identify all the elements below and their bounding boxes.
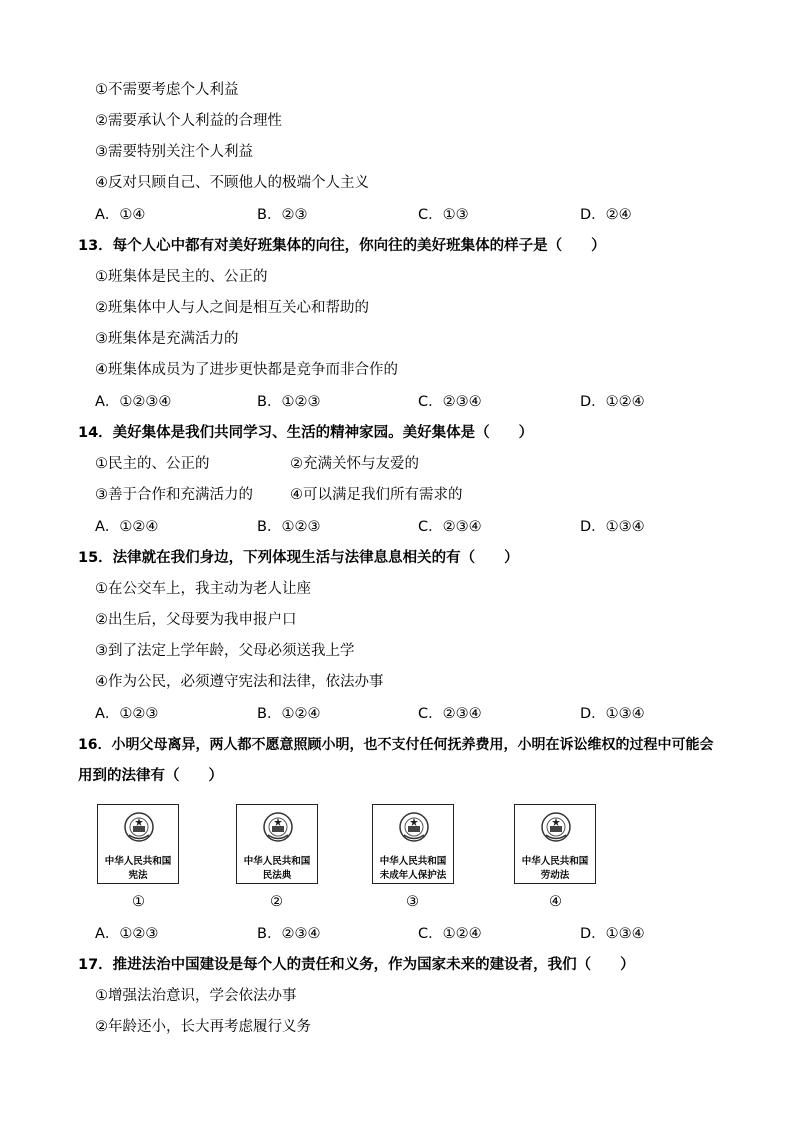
law-label-3: ③ [406, 894, 419, 910]
national-emblem-icon [398, 811, 430, 843]
q13-option-1: ①班集体是民主的、公正的 [95, 269, 268, 285]
q16-stem-line2: 用到的法律有（ ） [78, 768, 223, 784]
q12-option-2: ②需要承认个人利益的合理性 [95, 113, 282, 129]
law-title-line1: 中华人民共和国 [104, 856, 172, 867]
q14-option-3: ③善于合作和充满活力的 [95, 487, 253, 503]
q13-answer-d: D．①②④ [580, 394, 645, 410]
q16-answer-a: A．①②③ [95, 926, 159, 942]
law-title-line2: 宪法 [128, 870, 148, 881]
law-label-2: ② [270, 894, 283, 910]
q14-option-1: ①民主的、公正的 [95, 456, 210, 472]
law-title-line1: 中华人民共和国 [379, 856, 447, 867]
q12-answer-d: D．②④ [580, 207, 632, 223]
national-emblem-icon [123, 811, 155, 843]
q13-option-3: ③班集体是充满活力的 [95, 331, 239, 347]
law-book-civil-code [236, 804, 318, 884]
law-title-line1: 中华人民共和国 [521, 856, 589, 867]
q16-answer-c: C．①②④ [418, 926, 482, 942]
q14-answer-a: A．①②④ [95, 519, 159, 535]
q12-option-3: ③需要特别关注个人利益 [95, 144, 253, 160]
q15-answer-a: A．①②③ [95, 706, 159, 722]
law-label-1: ① [132, 894, 145, 910]
q15-option-3: ③到了法定上学年龄，父母必须送我上学 [95, 643, 355, 659]
q14-answer-d: D．①③④ [580, 519, 645, 535]
national-emblem-icon [262, 811, 294, 843]
q12-answer-c: C．①③ [418, 207, 469, 223]
q13-option-4: ④班集体成员为了进步更快都是竞争而非合作的 [95, 362, 398, 378]
q15-answer-c: C．②③④ [418, 706, 482, 722]
law-book-labor-law [514, 804, 596, 884]
q13-option-2: ②班集体中人与人之间是相互关心和帮助的 [95, 300, 369, 316]
law-title-line2: 劳动法 [540, 870, 570, 881]
q17-stem: 17．推进法治中国建设是每个人的责任和义务，作为国家未来的建设者，我们（ ） [78, 957, 635, 973]
q16-answer-b: B．②③④ [257, 926, 321, 942]
q13-stem: 13．每个人心中都有对美好班集体的向往，你向往的美好班集体的样子是（ ） [78, 238, 606, 254]
law-label-4: ④ [549, 894, 562, 910]
q12-option-1: ①不需要考虑个人利益 [95, 82, 239, 98]
q15-option-4: ④作为公民，必须遵守宪法和法律，依法办事 [95, 674, 384, 690]
q15-answer-b: B．①②④ [257, 706, 321, 722]
q16-stem-line1: 16．小明父母离异，两人都不愿意照顾小明，也不支付任何抚养费用，小明在诉讼维权的过程中可能会 [78, 737, 714, 753]
q14-option-4: ④可以满足我们所有需求的 [290, 487, 463, 503]
q15-stem: 15．法律就在我们身边，下列体现生活与法律息息相关的有（ ） [78, 550, 519, 566]
q13-answer-c: C．②③④ [418, 394, 482, 410]
q16-answer-d: D．①③④ [580, 926, 645, 942]
law-title-line2: 民法典 [262, 870, 292, 881]
law-book-minor-protection [372, 804, 454, 884]
law-title-line2: 未成年人保护法 [379, 870, 447, 881]
q12-answer-a: A．①④ [95, 207, 146, 223]
q12-option-4: ④反对只顾自己、不顾他人的极端个人主义 [95, 175, 369, 191]
q15-answer-d: D．①③④ [580, 706, 645, 722]
q14-option-2: ②充满关怀与友爱的 [290, 456, 419, 472]
law-title-line1: 中华人民共和国 [243, 856, 311, 867]
q14-stem: 14．美好集体是我们共同学习、生活的精神家园。美好集体是（ ） [78, 425, 534, 441]
law-book-constitution [97, 804, 179, 884]
q15-option-2: ②出生后，父母要为我申报户口 [95, 612, 297, 628]
q12-answer-b: B．②③ [257, 207, 308, 223]
q17-option-1: ①增强法治意识，学会依法办事 [95, 988, 297, 1004]
q13-answer-a: A．①②③④ [95, 394, 172, 410]
q14-answer-c: C．②③④ [418, 519, 482, 535]
q14-answer-b: B．①②③ [257, 519, 321, 535]
q15-option-1: ①在公交车上，我主动为老人让座 [95, 581, 311, 597]
q17-option-2: ②年龄还小，长大再考虑履行义务 [95, 1019, 311, 1035]
q13-answer-b: B．①②③ [257, 394, 321, 410]
national-emblem-icon [540, 811, 572, 843]
